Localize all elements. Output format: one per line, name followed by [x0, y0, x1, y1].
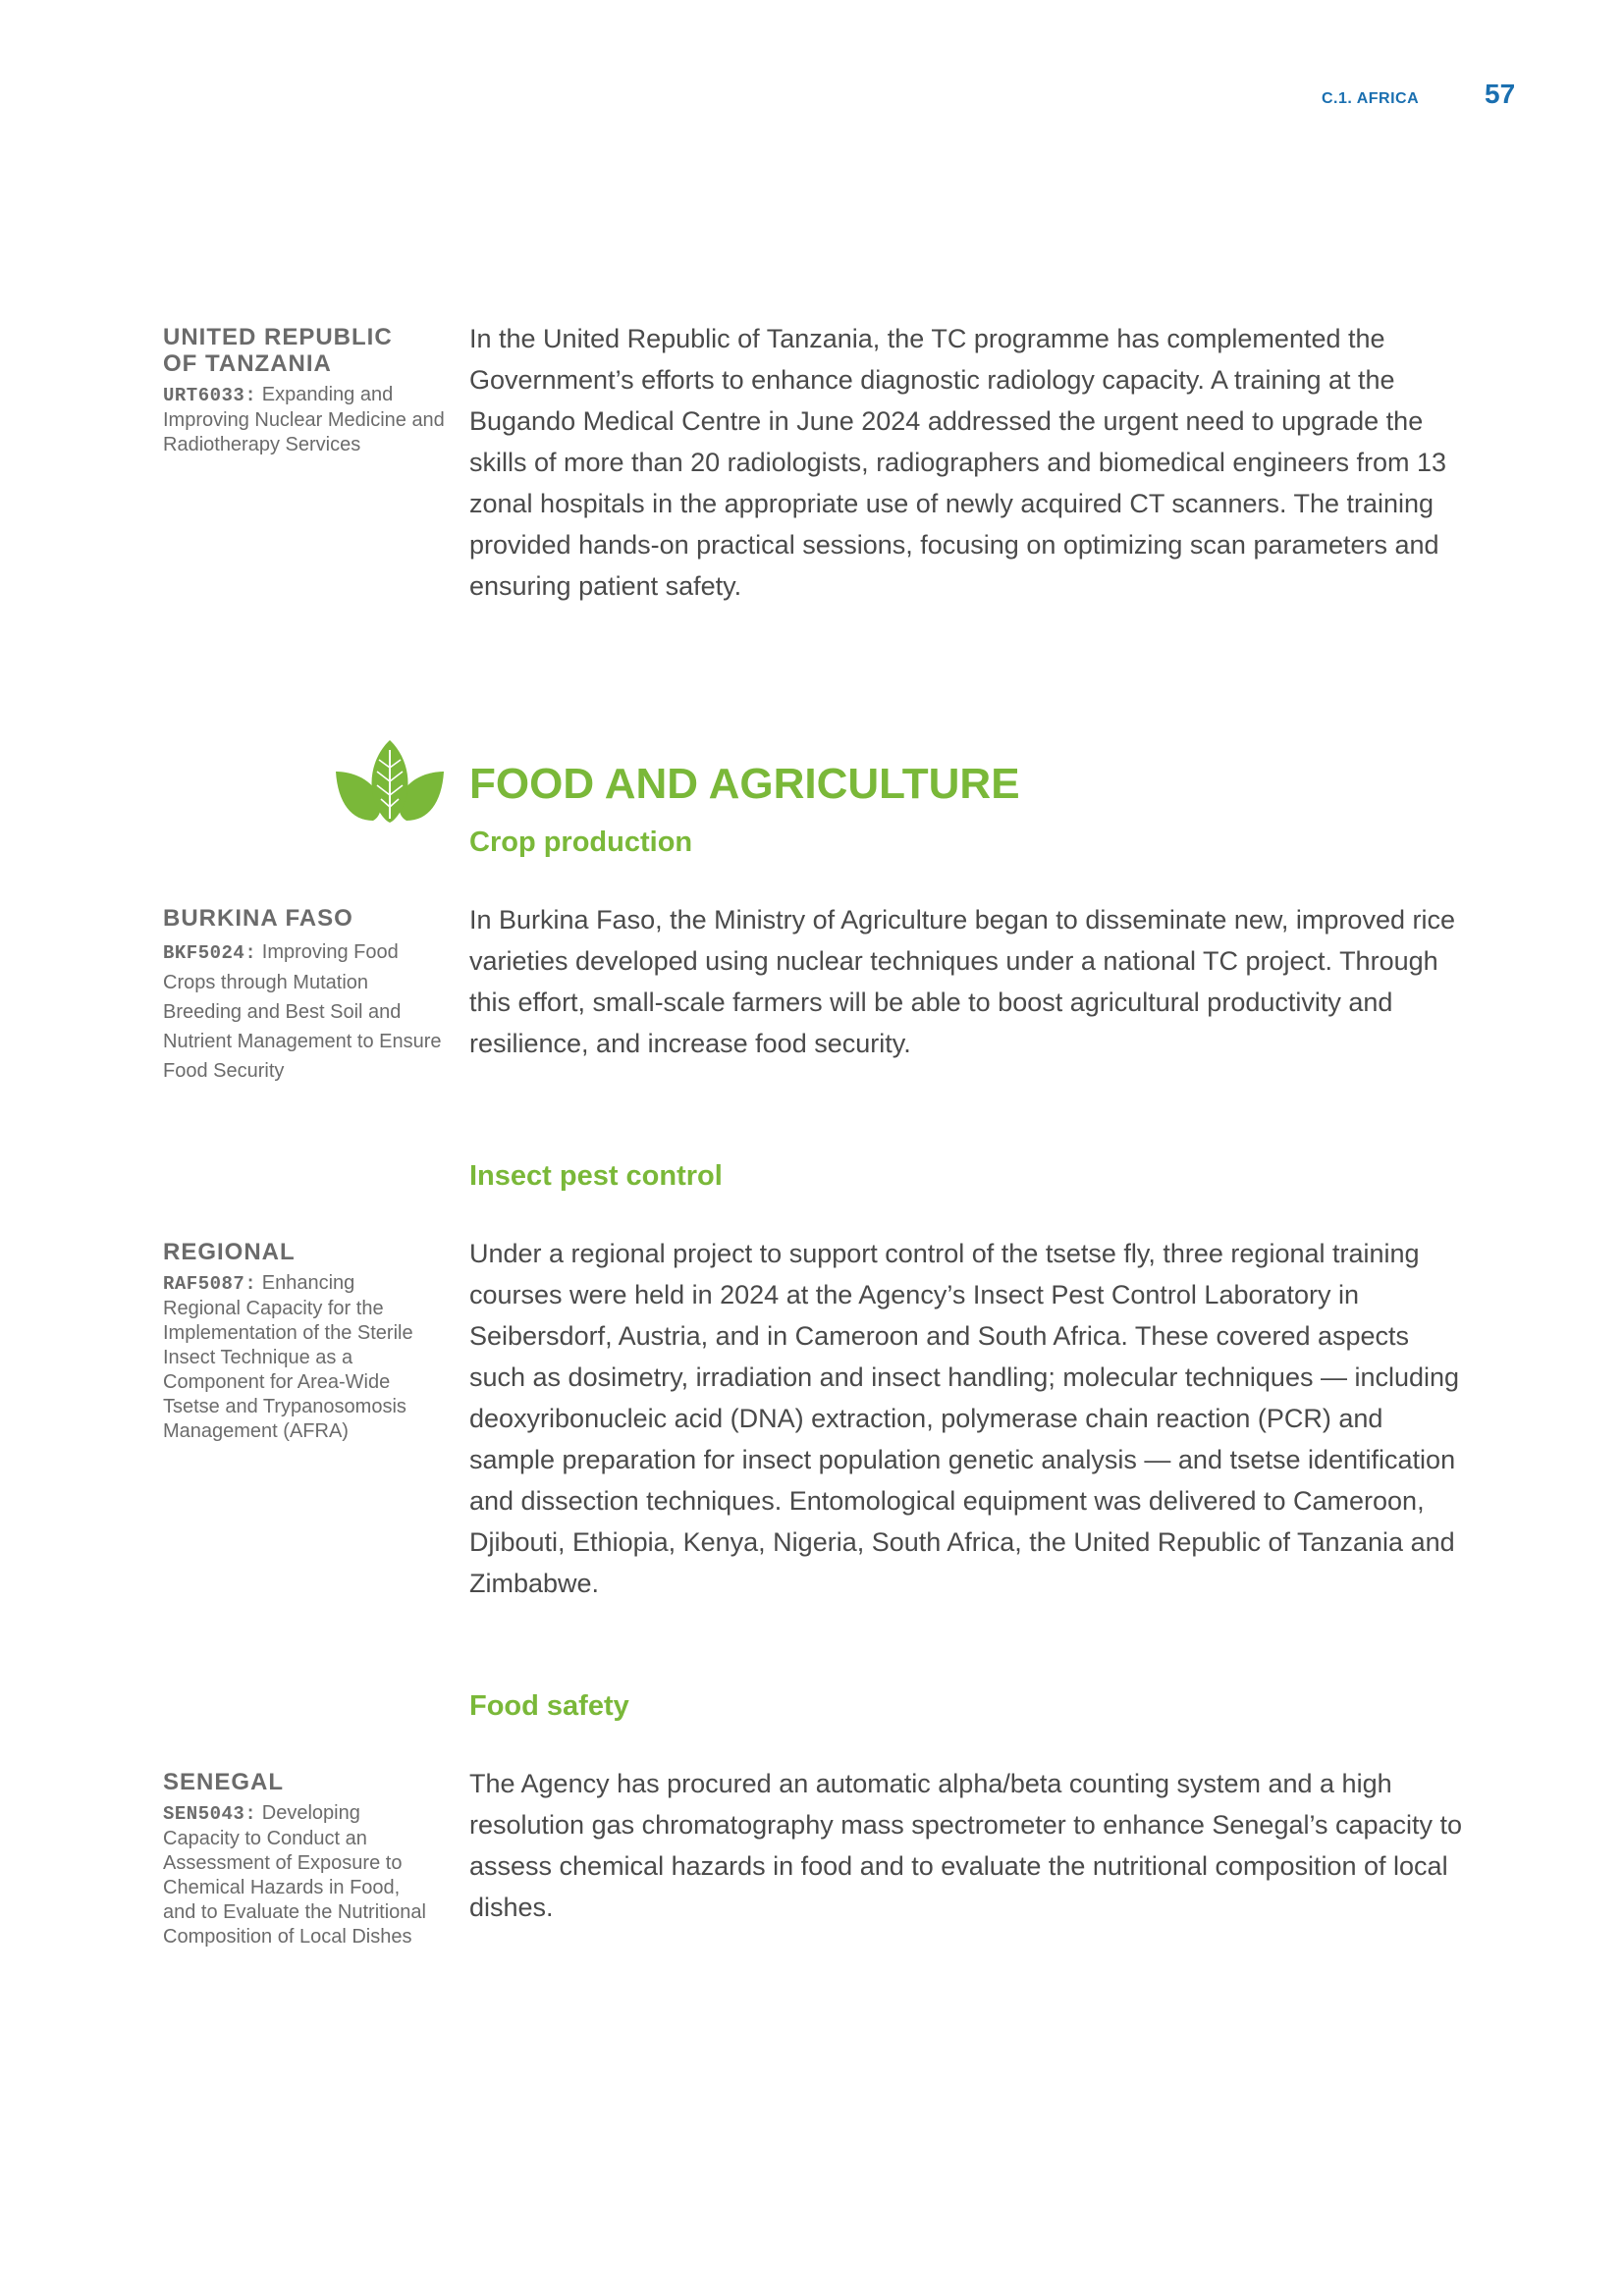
- body-paragraph-regional: Under a regional project to support control of the tsetse fly, three regional training courses were held in 2024 at the Agency’s Insect Pest Control Laboratory in Seibersdorf, Austria, and in Cameroon and South Africa. These covered aspects such as dosimetry, irradiation and insect handling; molecular techniques — including deoxyribonucleic acid (DNA) extraction, polymerase chain reaction (PCR) and sample preparation for insect population genetic analysis — and tsetse identification and dissection techniques. Entomological equipment was delivered to Cameroon, Djibouti, Ethiopia, Kenya, Nigeria, South Africa, the United Republic of Tanzania and Zimbabwe.: [469, 1239, 1460, 1598]
- project-code: URT6033:: [163, 385, 257, 406]
- project-code: RAF5087:: [163, 1273, 257, 1295]
- project-title: Developing Capacity to Conduct an Assessment of Exposure to Chemical Hazards in Food, and to Evaluate the Nutritional Composition of Local Dishes: [163, 1802, 426, 1948]
- project-label: [163, 937, 448, 1086]
- project-title: Improving Food Crops through Mutation Breeding and Best Soil and Nutrient Management to Ensure Food Security: [163, 941, 442, 1082]
- body-paragraph-senegal: The Agency has procured an automatic alpha/beta counting system and a high resolution gas chromatography mass spectrometer to enhance Senegal’s capacity to assess chemical hazards in food and to evaluate the nutritional composition of local dishes.: [469, 1769, 1463, 1922]
- section-header: C.1. AFRICA: [1322, 90, 1420, 107]
- page-number: 57: [1485, 79, 1516, 109]
- project-title: Enhancing Regional Capacity for the Implementation of the Sterile Insect Technique as a Component for Area-Wide Tsetse and Trypanosomosis Management (AFRA): [163, 1272, 413, 1442]
- project-label: [163, 1801, 438, 1949]
- body-paragraph-tanzania: In the United Republic of Tanzania, the TC programme has complemented the Government’s efforts to enhance diagnostic radiology capacity. A training at the Bugando Medical Centre in June 2024 addressed the urgent need to upgrade the skills of more than 20 radiologists, radiographers and biomedical engineers from 13 zonal hospitals in the appropriate use of newly acquired CT scanners. The training provided hands-on practical sessions, focusing on optimizing scan parameters and ensuring patient safety.: [469, 324, 1447, 601]
- body-paragraph-burkina: In Burkina Faso, the Ministry of Agriculture began to disseminate new, improved rice varieties developed using nuclear techniques under a national TC project. Through this effort, small-scale farmers will be able to boost agricultural productivity and resilience, and increase food security.: [469, 905, 1455, 1058]
- country-label: REGIONAL: [163, 1239, 296, 1265]
- project-label: [163, 383, 448, 457]
- sidebar-senegal: [163, 1769, 438, 1949]
- project-code: SEN5043:: [163, 1803, 257, 1825]
- subsection-crop-production: Crop production: [469, 827, 693, 858]
- project-label: [163, 1271, 428, 1444]
- sidebar-tanzania: [163, 324, 448, 457]
- project-title: Expanding and Improving Nuclear Medicine and Radiotherapy Services: [163, 384, 445, 455]
- section-title-food-agriculture: FOOD AND AGRICULTURE: [469, 760, 1020, 808]
- leaf-icon: [334, 738, 446, 823]
- subsection-food-safety: Food safety: [469, 1690, 629, 1722]
- country-label: UNITED REPUBLIC OF TANZANIA: [163, 324, 393, 377]
- project-code: BKF5024:: [163, 942, 257, 964]
- sidebar-burkina: [163, 905, 448, 1086]
- sidebar-regional: [163, 1239, 428, 1444]
- subsection-insect-pest-control: Insect pest control: [469, 1160, 723, 1192]
- country-label: BURKINA FASO: [163, 905, 353, 932]
- country-label: SENEGAL: [163, 1769, 285, 1795]
